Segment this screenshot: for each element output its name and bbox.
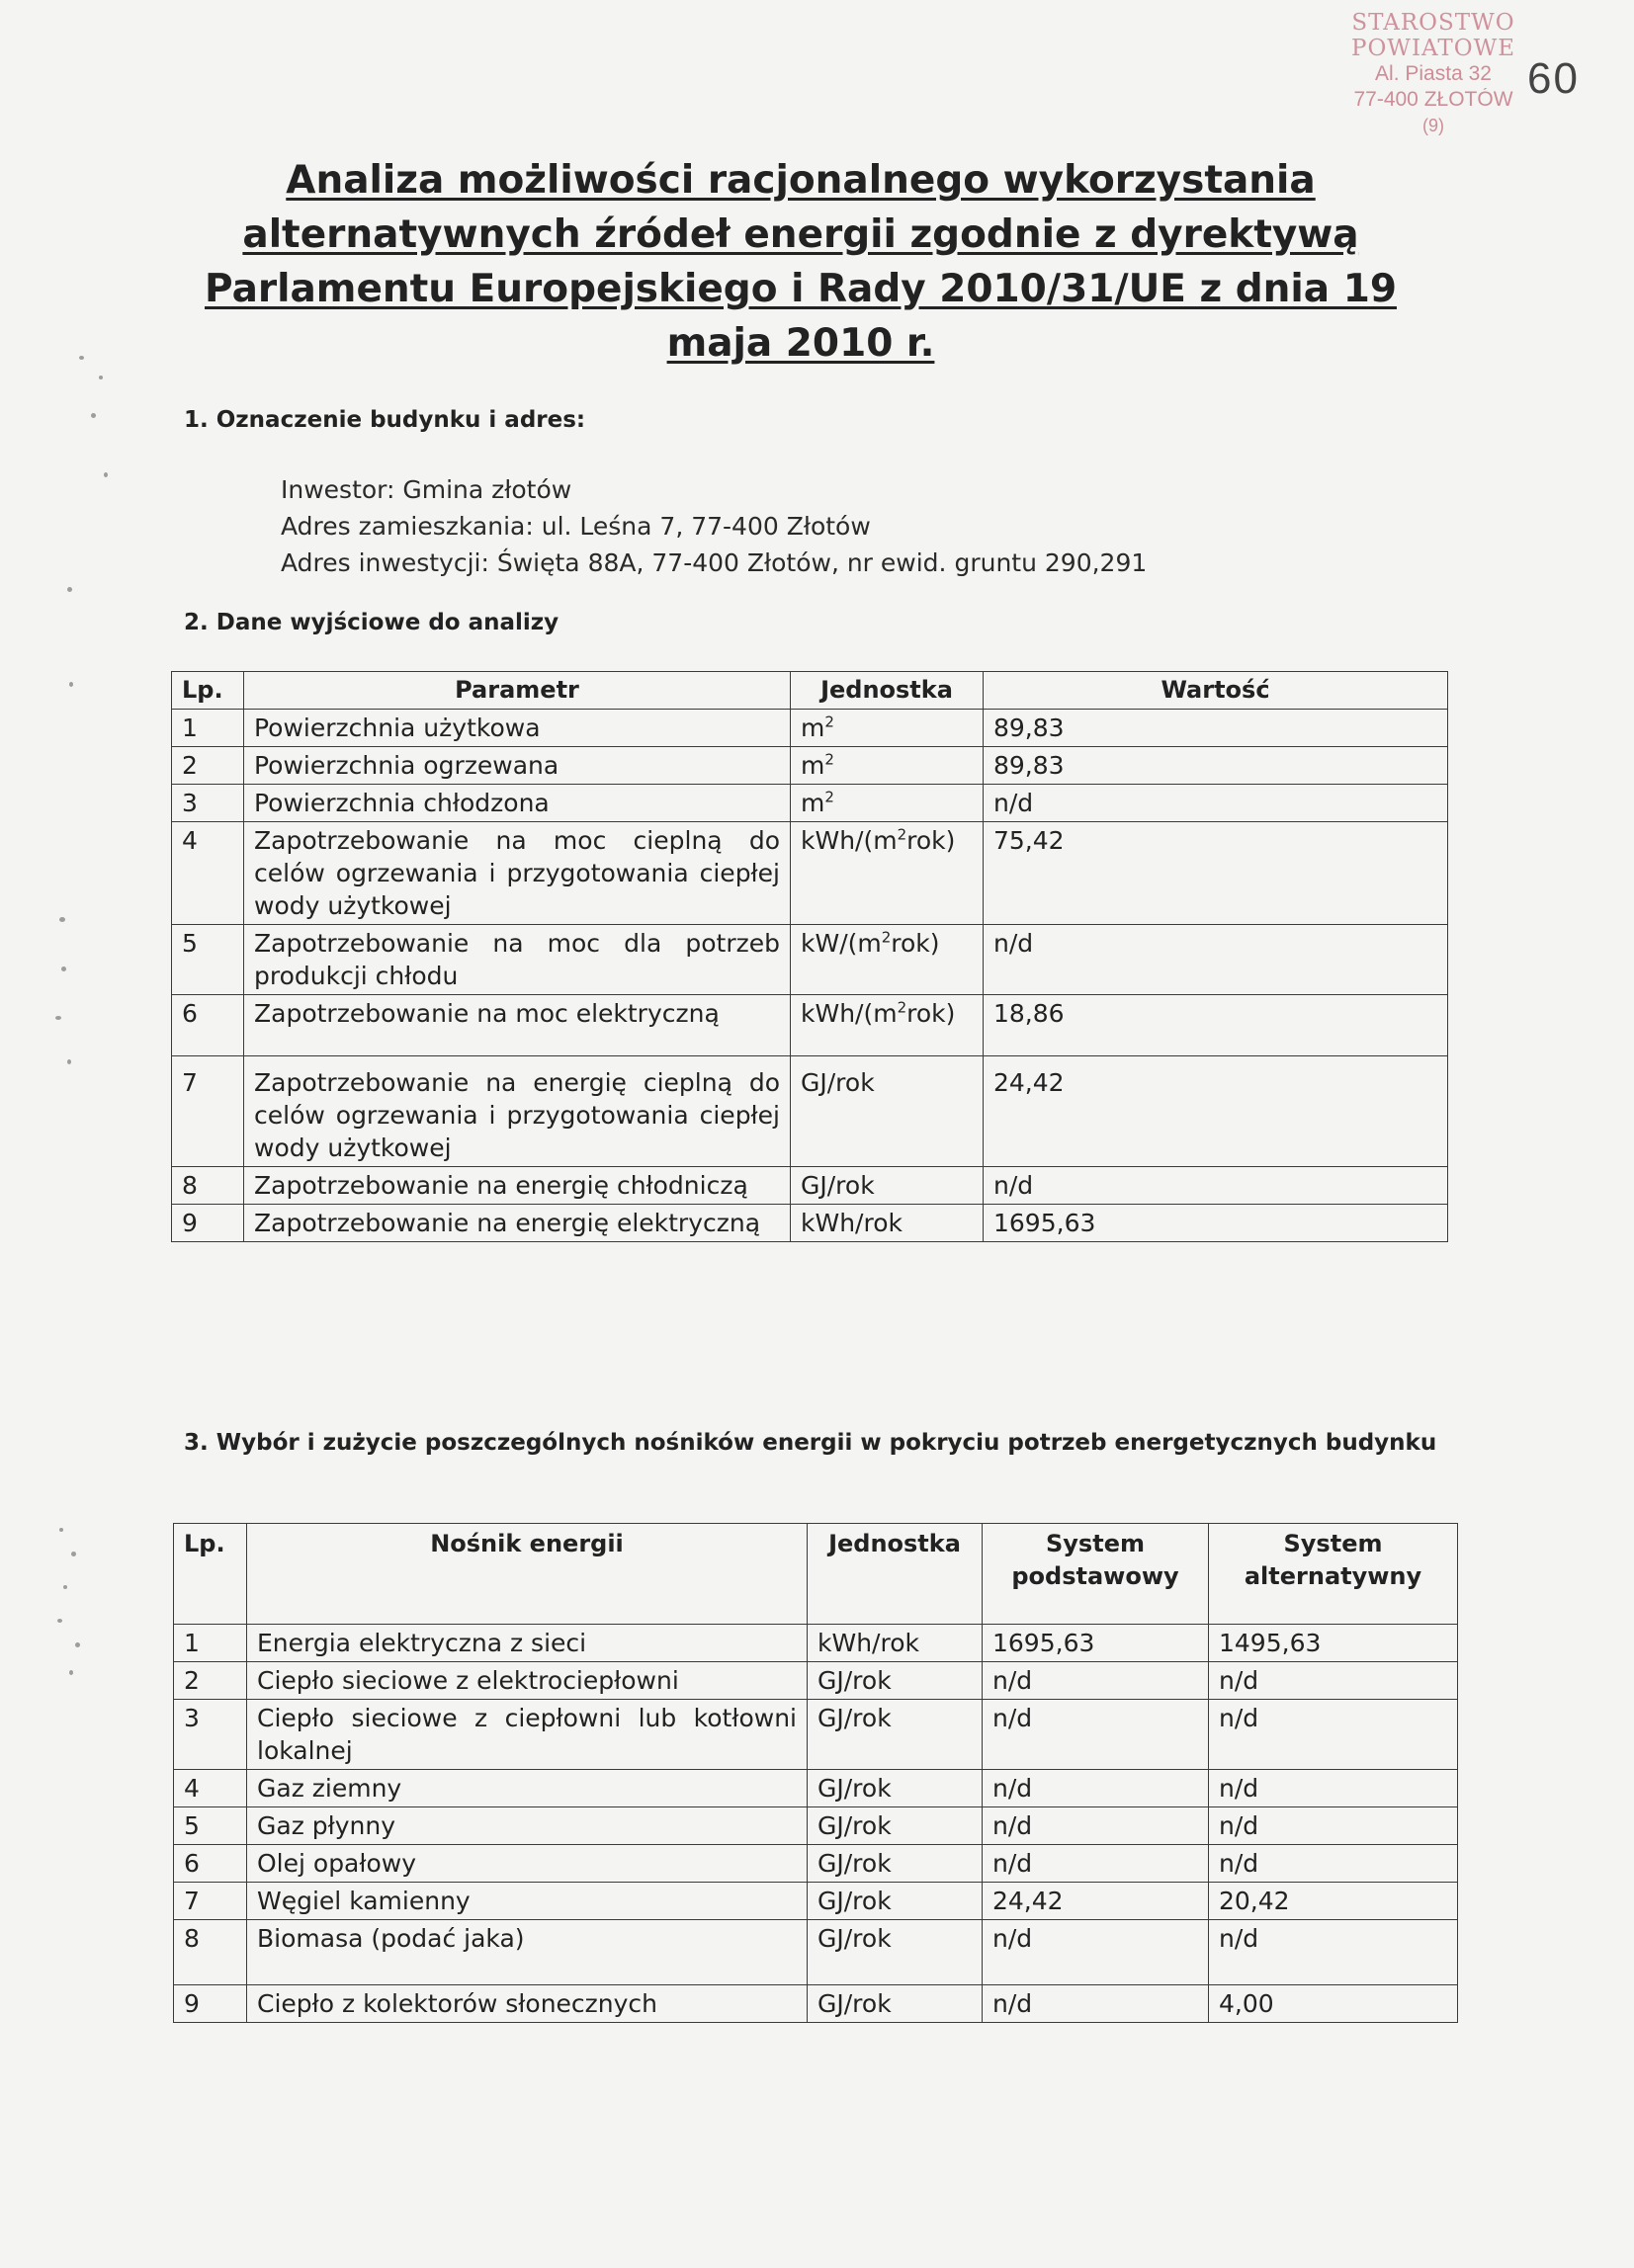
table-row [172, 822, 1448, 925]
energy-carriers-table [173, 1523, 1458, 2023]
row-lp: 1 [174, 1625, 247, 1662]
row-unit: GJ/rok [808, 1662, 983, 1700]
table-row [174, 1770, 1458, 1807]
row-lp: 1 [172, 710, 244, 747]
row-parameter: Zapotrzebowanie na moc dla potrzeb produkcji chłodu [244, 925, 791, 995]
stamp-line-4: (9) [1422, 116, 1444, 135]
table-row [172, 785, 1448, 822]
row-lp: 3 [172, 785, 244, 822]
row-alt: 1495,63 [1209, 1625, 1458, 1662]
stamp-line-1: STAROSTWO POWIATOWE [1350, 10, 1516, 61]
table-header-row [172, 672, 1448, 710]
row-basic: n/d [983, 1845, 1209, 1883]
row-value: 24,42 [984, 1056, 1448, 1167]
row-lp: 9 [174, 1985, 247, 2023]
table-row [172, 747, 1448, 785]
row-value: n/d [984, 925, 1448, 995]
row-value: 89,83 [984, 747, 1448, 785]
row-basic: n/d [983, 1985, 1209, 2023]
row-unit: GJ/rok [791, 1056, 984, 1167]
table-row [174, 1985, 1458, 2023]
table-row [174, 1883, 1458, 1920]
row-basic: n/d [983, 1700, 1209, 1770]
table-row [174, 1625, 1458, 1662]
row-alt: 20,42 [1209, 1883, 1458, 1920]
row-unit: GJ/rok [808, 1807, 983, 1845]
row-carrier: Gaz płynny [247, 1807, 808, 1845]
table-row [174, 1700, 1458, 1770]
residence-address-line: Adres zamieszkania: ul. Leśna 7, 77-400 Złotów [281, 512, 871, 541]
row-basic: n/d [983, 1807, 1209, 1845]
row-lp: 8 [172, 1167, 244, 1205]
col-header-lp: Lp. [174, 1524, 247, 1625]
row-unit: GJ/rok [808, 1920, 983, 1985]
row-value: n/d [984, 785, 1448, 822]
row-carrier: Olej opałowy [247, 1845, 808, 1883]
col-header-unit: Jednostka [791, 672, 984, 710]
row-lp: 4 [174, 1770, 247, 1807]
stamp-line-2: Al. Piasta 32 [1375, 62, 1492, 85]
input-data-table [171, 671, 1448, 1242]
page-number: 60 [1527, 54, 1580, 103]
row-carrier: Gaz ziemny [247, 1770, 808, 1807]
table-row [174, 1662, 1458, 1700]
row-carrier: Węgiel kamienny [247, 1883, 808, 1920]
row-parameter: Zapotrzebowanie na moc elektryczną [244, 995, 791, 1056]
stamp-line-3: 77-400 ZŁOTÓW [1353, 88, 1513, 111]
col-header-alt-system: System alternatywny [1209, 1524, 1458, 1625]
row-unit: $kW/(m^2rok)$ [791, 925, 984, 995]
row-lp: 2 [172, 747, 244, 785]
row-alt: n/d [1209, 1770, 1458, 1807]
row-parameter: Zapotrzebowanie na energię cieplną do celów ogrzewania i przygotowania ciepłej wody użytkowej [244, 1056, 791, 1167]
row-unit: $m^2$ [791, 747, 984, 785]
row-alt: n/d [1209, 1845, 1458, 1883]
row-unit: $m^2$ [791, 710, 984, 747]
row-unit: GJ/rok [808, 1770, 983, 1807]
table-row [172, 1056, 1448, 1167]
row-basic: n/d [983, 1770, 1209, 1807]
section-3-heading: 3. Wybór i zużycie poszczególnych nośników energii w pokryciu potrzeb energetycznych budynku [184, 1430, 1437, 1456]
row-carrier: Energia elektryczna z sieci [247, 1625, 808, 1662]
table-header-row [174, 1524, 1458, 1625]
document-title: Analiza możliwości racjonalnego wykorzystania alternatywnych źródeł energii zgodnie z dyrektywą Parlamentu Europejskiego i Rady 2010/31/UE z dnia 19 maja 2010 r. [205, 158, 1397, 366]
table-row [172, 925, 1448, 995]
row-value: 1695,63 [984, 1205, 1448, 1242]
row-parameter: Zapotrzebowanie na energię elektryczną [244, 1205, 791, 1242]
row-carrier: Ciepło z kolektorów słonecznych [247, 1985, 808, 2023]
table-row [174, 1807, 1458, 1845]
investment-address-line: Adres inwestycji: Święta 88A, 77-400 Złotów, nr ewid. gruntu 290,291 [281, 548, 1148, 577]
row-lp: 3 [174, 1700, 247, 1770]
row-alt: n/d [1209, 1807, 1458, 1845]
row-parameter: Powierzchnia chłodzona [244, 785, 791, 822]
row-alt: n/d [1209, 1920, 1458, 1985]
section-1-heading: 1. Oznaczenie budynku i adres: [184, 407, 586, 433]
row-value: 89,83 [984, 710, 1448, 747]
row-parameter: Powierzchnia ogrzewana [244, 747, 791, 785]
row-alt: n/d [1209, 1700, 1458, 1770]
table-row [174, 1920, 1458, 1985]
row-basic: n/d [983, 1662, 1209, 1700]
row-basic: n/d [983, 1920, 1209, 1985]
row-parameter: Zapotrzebowanie na energię chłodniczą [244, 1167, 791, 1205]
investor-line: Inwestor: Gmina złotów [281, 475, 572, 504]
col-header-basic-system: System podstawowy [983, 1524, 1209, 1625]
row-basic: 1695,63 [983, 1625, 1209, 1662]
row-value: n/d [984, 1167, 1448, 1205]
row-carrier: Biomasa (podać jaka) [247, 1920, 808, 1985]
col-header-lp: Lp. [172, 672, 244, 710]
row-lp: 6 [174, 1845, 247, 1883]
row-lp: 6 [172, 995, 244, 1056]
table-row [172, 1205, 1448, 1242]
table-row [174, 1845, 1458, 1883]
address-block [281, 471, 1147, 581]
row-unit: kWh/$(m^2rok)$ [791, 995, 984, 1056]
row-lp: 2 [174, 1662, 247, 1700]
row-lp: 8 [174, 1920, 247, 1985]
row-lp: 7 [172, 1056, 244, 1167]
row-lp: 5 [172, 925, 244, 995]
row-unit: kWh/$(m^2rok)$ [791, 822, 984, 925]
row-unit: GJ/rok [808, 1985, 983, 2023]
row-value: 18,86 [984, 995, 1448, 1056]
row-unit: kWh/rok [808, 1625, 983, 1662]
row-lp: 4 [172, 822, 244, 925]
table-row [172, 995, 1448, 1056]
row-parameter: Powierzchnia użytkowa [244, 710, 791, 747]
col-header-parameter: Parametr [244, 672, 791, 710]
row-value: 75,42 [984, 822, 1448, 925]
col-header-carrier: Nośnik energii [247, 1524, 808, 1625]
row-alt: n/d [1209, 1662, 1458, 1700]
row-lp: 9 [172, 1205, 244, 1242]
row-lp: 7 [174, 1883, 247, 1920]
row-unit: GJ/rok [791, 1167, 984, 1205]
row-unit: GJ/rok [808, 1845, 983, 1883]
row-carrier: Ciepło sieciowe z ciepłowni lub kotłowni lokalnej [247, 1700, 808, 1770]
row-lp: 5 [174, 1807, 247, 1845]
section-2-heading: 2. Dane wyjściowe do analizy [184, 610, 559, 635]
row-carrier: Ciepło sieciowe z elektrociepłowni [247, 1662, 808, 1700]
table-row [172, 1167, 1448, 1205]
row-parameter: Zapotrzebowanie na moc cieplną do celów ogrzewania i przygotowania ciepłej wody użytkowej [244, 822, 791, 925]
row-unit: $m^2$ [791, 785, 984, 822]
col-header-unit: Jednostka [808, 1524, 983, 1625]
row-unit: GJ/rok [808, 1883, 983, 1920]
row-basic: 24,42 [983, 1883, 1209, 1920]
col-header-value: Wartość [984, 672, 1448, 710]
row-unit: GJ/rok [808, 1700, 983, 1770]
row-unit: kWh/rok [791, 1205, 984, 1242]
row-alt: 4,00 [1209, 1985, 1458, 2023]
table-row [172, 710, 1448, 747]
